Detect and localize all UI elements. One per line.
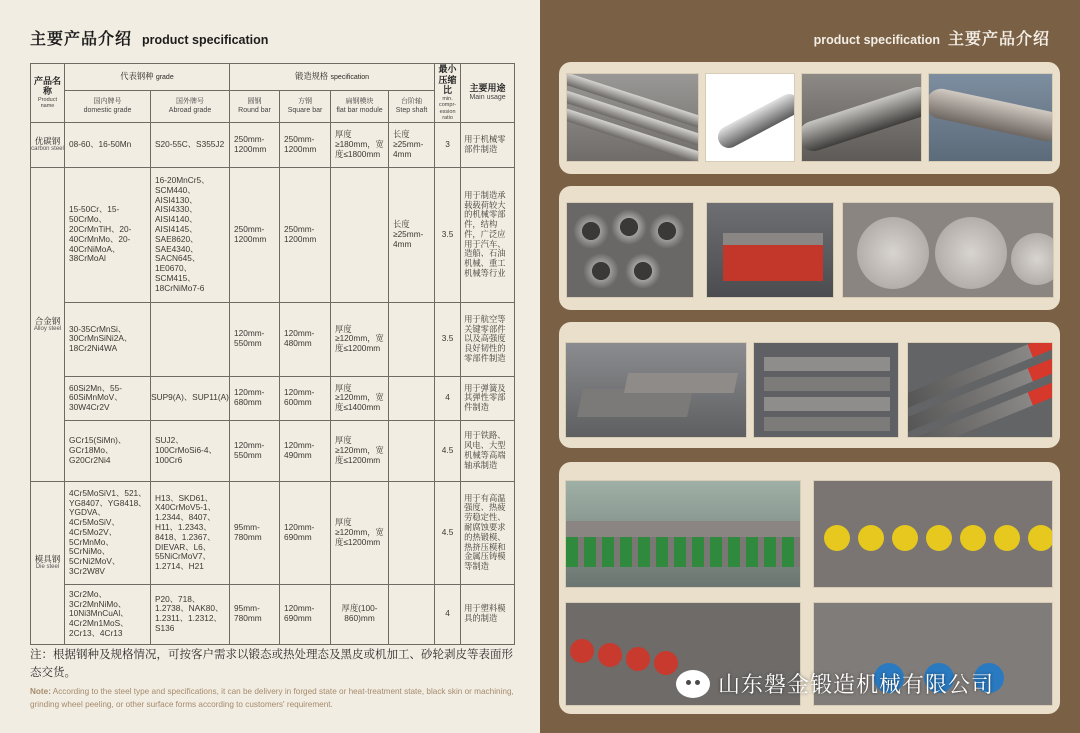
- cell-ratio: 3.5: [435, 302, 461, 376]
- page-title-cn-right: 主要产品介绍: [947, 29, 1050, 48]
- cell-square: 120mm-600mm: [280, 376, 331, 420]
- category-alloy: 合金钢 Alloy steel: [31, 167, 65, 481]
- cell-square: 120mm-690mm: [280, 584, 331, 644]
- cell-round: 95mm-780mm: [230, 584, 280, 644]
- spec-table: [30, 63, 515, 645]
- cell-round: 120mm-550mm: [230, 302, 280, 376]
- photo-yellow-bars: [813, 480, 1053, 588]
- cell-usage: 用于铁路、风电、大型机械等高端轴承制造: [461, 420, 515, 481]
- cell-ratio: 4.5: [435, 481, 461, 584]
- cell-abroad: P20、718、1.2738、NAK80、1.2311、1.2312、S136: [151, 584, 230, 644]
- photo-shafts-2: [705, 73, 795, 162]
- cell-domestic: 4Cr5MoSiV1、521、YG8407、YG8418、YGDVA、4Cr5MoSiV、4Cr5Mo2V、5CrMnMo、5CrNiMo、5CrNi2MoV、3Cr2W8V: [65, 481, 151, 584]
- photo-shafts-1: [566, 73, 699, 162]
- cell-round: 120mm-680mm: [230, 376, 280, 420]
- photo-round-bars: [842, 202, 1054, 298]
- page-title-en: product specification: [142, 33, 269, 47]
- photo-panel-shafts: [559, 62, 1060, 174]
- page-title-en-right: product specification: [813, 33, 940, 47]
- cell-flat: 厚度≥120mm，宽度≤1200mm: [331, 420, 389, 481]
- cell-round: 250mm-1200mm: [230, 122, 280, 167]
- watermark: [676, 668, 994, 699]
- cell-abroad: SUJ2、100CrMoSi6-4、100Cr6: [151, 420, 230, 481]
- cell-step: [389, 420, 435, 481]
- cell-usage: 用于航空等关键零部件以及高强度良好韧性的零部件制造: [461, 302, 515, 376]
- photo-blocks-1: [565, 342, 747, 438]
- table-row: [31, 122, 515, 167]
- cell-round: 95mm-780mm: [230, 481, 280, 584]
- cell-square: 120mm-490mm: [280, 420, 331, 481]
- cell-usage: 用于制造承载载荷较大的机械零部件，结构件，广泛应用于汽车、造船、石油机械、重工机械等行业: [461, 167, 515, 302]
- cell-domestic: 08-60、16-50Mn: [65, 122, 151, 167]
- photo-panel-blocks: [559, 322, 1060, 448]
- note-cn: 注：根据钢种及规格情况，可按客户需求以锻态或热处理态及黑皮或机加工、砂轮剥皮等表面形态交货。: [30, 647, 513, 679]
- cell-ratio: 3: [435, 122, 461, 167]
- cell-ratio: 4.5: [435, 420, 461, 481]
- table-row: [31, 481, 515, 584]
- cell-step: [389, 584, 435, 644]
- right-page: [540, 0, 1080, 733]
- cell-domestic: 60Si2Mn、55-60SiMnMoV、30W4Cr2V: [65, 376, 151, 420]
- header-grade: 代表钢种 grade: [65, 64, 230, 91]
- photo-red-block: [706, 202, 834, 298]
- photo-blocks-2: [753, 342, 899, 438]
- cell-usage: 用于有高温强度、热疲劳稳定性、耐腐蚀要求的热锻模、热挤压模和金属压铸模等制造: [461, 481, 515, 584]
- cell-usage: 用于机械零部件制造: [461, 122, 515, 167]
- photo-green-bars: [565, 480, 801, 588]
- cell-ratio: 4: [435, 584, 461, 644]
- cell-domestic: 3Cr2Mo、3Cr2MnNiMo、10Ni3MnCuAl、4Cr2Mn1MoS、2Cr13、4Cr13: [65, 584, 151, 644]
- cell-flat: 厚度(100-860)mm: [331, 584, 389, 644]
- photo-shafts-4: [928, 73, 1053, 162]
- header-product: 产品名称 Product name: [31, 64, 65, 123]
- header-step: 台阶轴 Step shaft: [389, 91, 435, 122]
- photo-red-bars: [907, 342, 1053, 438]
- header-round: 圆钢 Round bar: [230, 91, 280, 122]
- cell-step: 长度≥25mm-4mm: [389, 122, 435, 167]
- cell-square: 120mm-690mm: [280, 481, 331, 584]
- cell-flat: 厚度≥120mm，宽度≤1200mm: [331, 481, 389, 584]
- cell-abroad: H13、SKD61、X40CrMoV5-1、1.2344、8407、H11、1.2343、8418、1.2367、DIEVAR、L6、55NiCrMoV7、1.2714、H21: [151, 481, 230, 584]
- cell-square: 250mm-1200mm: [280, 122, 331, 167]
- right-header: [814, 26, 1050, 49]
- table-row: [31, 302, 515, 376]
- cell-ratio: 4: [435, 376, 461, 420]
- cell-abroad: 16-20MnCr5、SCM440、AISI4130、AISI4330、AISI4140、AISI4145、SAE8620、SAE4340、SACN645、1E0670、SCM415、18CrNiMo7-6: [151, 167, 230, 302]
- table-row: [31, 376, 515, 420]
- cell-abroad: [151, 302, 230, 376]
- photo-rings: [566, 202, 694, 298]
- cell-domestic: GCr15(SiMn)、GCr18Mo、G20Cr2Ni4: [65, 420, 151, 481]
- cell-usage: 用于弹簧及其弹性零部件制造: [461, 376, 515, 420]
- header-usage: 主要用途 Main usage: [461, 64, 515, 123]
- header-abroad: 国外牌号 Abroad grade: [151, 91, 230, 122]
- cell-step: [389, 376, 435, 420]
- cell-usage: 用于塑料模具的制造: [461, 584, 515, 644]
- cell-flat: 厚度≥180mm，宽度≤1800mm: [331, 122, 389, 167]
- company-name: 山东磐金锻造机械有限公司: [718, 673, 995, 698]
- header-square: 方钢 Square bar: [280, 91, 331, 122]
- cell-round: 120mm-550mm: [230, 420, 280, 481]
- cell-step: [389, 302, 435, 376]
- note-en-label: Note:: [30, 687, 51, 696]
- cell-square: 250mm-1200mm: [280, 167, 331, 302]
- wechat-icon: [676, 670, 710, 698]
- note-en-text: According to the steel type and specifications, it can be delivery in forged state or heat-treatment state, black skin or machining, grinding wheel peeling, or other surface forms according to customers' requirement.: [30, 687, 514, 709]
- cell-abroad: S20-55C、S355J2: [151, 122, 230, 167]
- photo-shafts-3: [801, 73, 922, 162]
- table-row: [31, 167, 515, 302]
- left-header: [30, 26, 268, 49]
- cell-flat: [331, 167, 389, 302]
- cell-domestic: 30-35CrMnSi、30CrMnSiNi2A、18Cr2Ni4WA: [65, 302, 151, 376]
- header-flat: 扁钢模块 flat bar module: [331, 91, 389, 122]
- cell-step: 长度≥25mm-4mm: [389, 167, 435, 302]
- cell-domestic: 15-50Cr、15-50CrMo、20CrMnTiH、20-40CrMnMo、20-40CrNiMoA、38CrMoAl: [65, 167, 151, 302]
- cell-abroad: SUP9(A)、SUP11(A): [151, 376, 230, 420]
- cell-round: 250mm-1200mm: [230, 167, 280, 302]
- cell-square: 120mm-480mm: [280, 302, 331, 376]
- cell-step: [389, 481, 435, 584]
- header-ratio: 最小压缩比 min. compr-ession ratio: [435, 64, 461, 123]
- cell-flat: 厚度≥120mm，宽度≤1400mm: [331, 376, 389, 420]
- header-domestic: 国内牌号 domestic grade: [65, 91, 151, 122]
- header-spec: 锻造规格 specification: [230, 64, 435, 91]
- category-die: 模具钢 Die steel: [31, 481, 65, 644]
- table-row: [31, 584, 515, 644]
- page-title-cn: 主要产品介绍: [30, 29, 133, 48]
- cell-flat: 厚度≥120mm，宽度≤1200mm: [331, 302, 389, 376]
- photo-panel-rounds: [559, 186, 1060, 310]
- cell-ratio: 3.5: [435, 167, 461, 302]
- note-en: [30, 686, 520, 711]
- category-carbon: 优碳钢 carbon steel: [31, 122, 65, 167]
- table-row: [31, 420, 515, 481]
